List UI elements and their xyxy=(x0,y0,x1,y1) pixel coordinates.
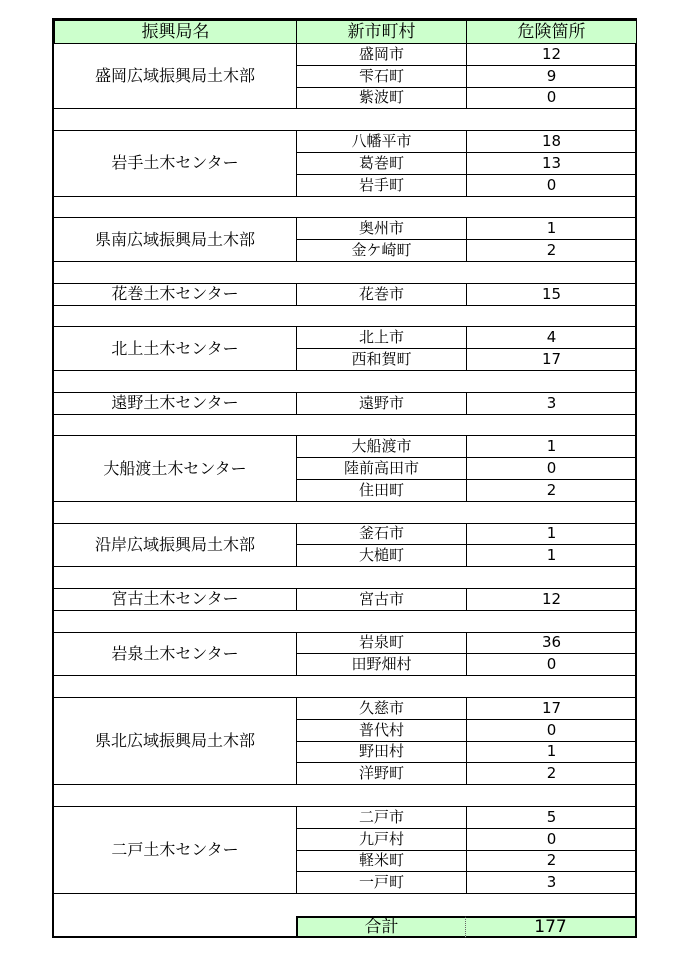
city-name: 八幡平市 xyxy=(296,130,467,153)
office-name: 盛岡広域振興局土木部 xyxy=(54,43,297,109)
office-name: 遠野土木センター xyxy=(54,392,297,415)
office-name: 二戸土木センター xyxy=(54,806,297,894)
office-name: 県南広域振興局土木部 xyxy=(54,217,297,262)
city-name: 花巻市 xyxy=(296,283,467,306)
city-name: 一戸町 xyxy=(296,871,467,894)
city-name: 北上市 xyxy=(296,326,467,349)
city-name: 九戸村 xyxy=(296,828,467,851)
hazard-count: 36 xyxy=(466,632,637,655)
hazard-count: 0 xyxy=(466,457,637,480)
city-name: 奥州市 xyxy=(296,217,467,240)
office-name: 岩泉土木センター xyxy=(54,632,297,677)
office-name: 大船渡土木センター xyxy=(54,435,297,501)
hazard-count: 1 xyxy=(466,544,637,567)
city-name: 久慈市 xyxy=(296,697,467,720)
hazard-count: 0 xyxy=(466,828,637,851)
hazard-count: 1 xyxy=(466,435,637,458)
city-name: 紫波町 xyxy=(296,87,467,110)
city-name: 金ケ崎町 xyxy=(296,239,467,262)
city-name: 釜石市 xyxy=(296,523,467,546)
city-name: 田野畑村 xyxy=(296,653,467,676)
hazard-count: 2 xyxy=(466,850,637,873)
hazard-count: 3 xyxy=(466,392,637,415)
city-name: 大船渡市 xyxy=(296,435,467,458)
hazard-count: 1 xyxy=(466,523,637,546)
city-name: 住田町 xyxy=(296,479,467,502)
hazard-count: 12 xyxy=(466,588,637,611)
header-count: 危険箇所 xyxy=(466,20,637,44)
city-name: 大槌町 xyxy=(296,544,467,567)
header-city: 新市町村 xyxy=(296,20,467,44)
hazard-count: 1 xyxy=(466,217,637,240)
header-office: 振興局名 xyxy=(54,20,297,44)
city-name: 遠野市 xyxy=(296,392,467,415)
hazard-count: 0 xyxy=(466,653,637,676)
city-name: 岩泉町 xyxy=(296,632,467,655)
hazard-count: 5 xyxy=(466,806,637,829)
city-name: 陸前高田市 xyxy=(296,457,467,480)
city-name: 宮古市 xyxy=(296,588,467,611)
hazard-count: 4 xyxy=(466,326,637,349)
city-name: 雫石町 xyxy=(296,65,467,88)
total-value: 177 xyxy=(465,916,637,938)
hazard-count: 12 xyxy=(466,43,637,66)
city-name: 盛岡市 xyxy=(296,43,467,66)
hazard-count: 17 xyxy=(466,348,637,371)
hazard-count: 9 xyxy=(466,65,637,88)
hazard-count: 18 xyxy=(466,130,637,153)
hazard-count: 2 xyxy=(466,239,637,262)
city-name: 葛巻町 xyxy=(296,152,467,175)
hazard-count: 1 xyxy=(466,741,637,764)
city-name: 野田村 xyxy=(296,741,467,764)
hazard-count: 0 xyxy=(466,719,637,742)
office-name: 宮古土木センター xyxy=(54,588,297,611)
office-name: 岩手土木センター xyxy=(54,130,297,196)
office-name: 花巻土木センター xyxy=(54,283,297,306)
hazard-count: 3 xyxy=(466,871,637,894)
city-name: 軽米町 xyxy=(296,850,467,873)
hazard-count: 2 xyxy=(466,762,637,785)
hazard-count: 0 xyxy=(466,174,637,197)
hazard-count: 15 xyxy=(466,283,637,306)
office-name: 沿岸広域振興局土木部 xyxy=(54,523,297,568)
office-name: 県北広域振興局土木部 xyxy=(54,697,297,785)
city-name: 洋野町 xyxy=(296,762,467,785)
office-name: 北上土木センター xyxy=(54,326,297,371)
hazard-count: 2 xyxy=(466,479,637,502)
city-name: 普代村 xyxy=(296,719,467,742)
hazard-sites-table xyxy=(52,18,637,938)
hazard-count: 17 xyxy=(466,697,637,720)
city-name: 二戸市 xyxy=(296,806,467,829)
hazard-count: 0 xyxy=(466,87,637,110)
total-label: 合計 xyxy=(296,916,467,938)
city-name: 西和賀町 xyxy=(296,348,467,371)
hazard-count: 13 xyxy=(466,152,637,175)
city-name: 岩手町 xyxy=(296,174,467,197)
